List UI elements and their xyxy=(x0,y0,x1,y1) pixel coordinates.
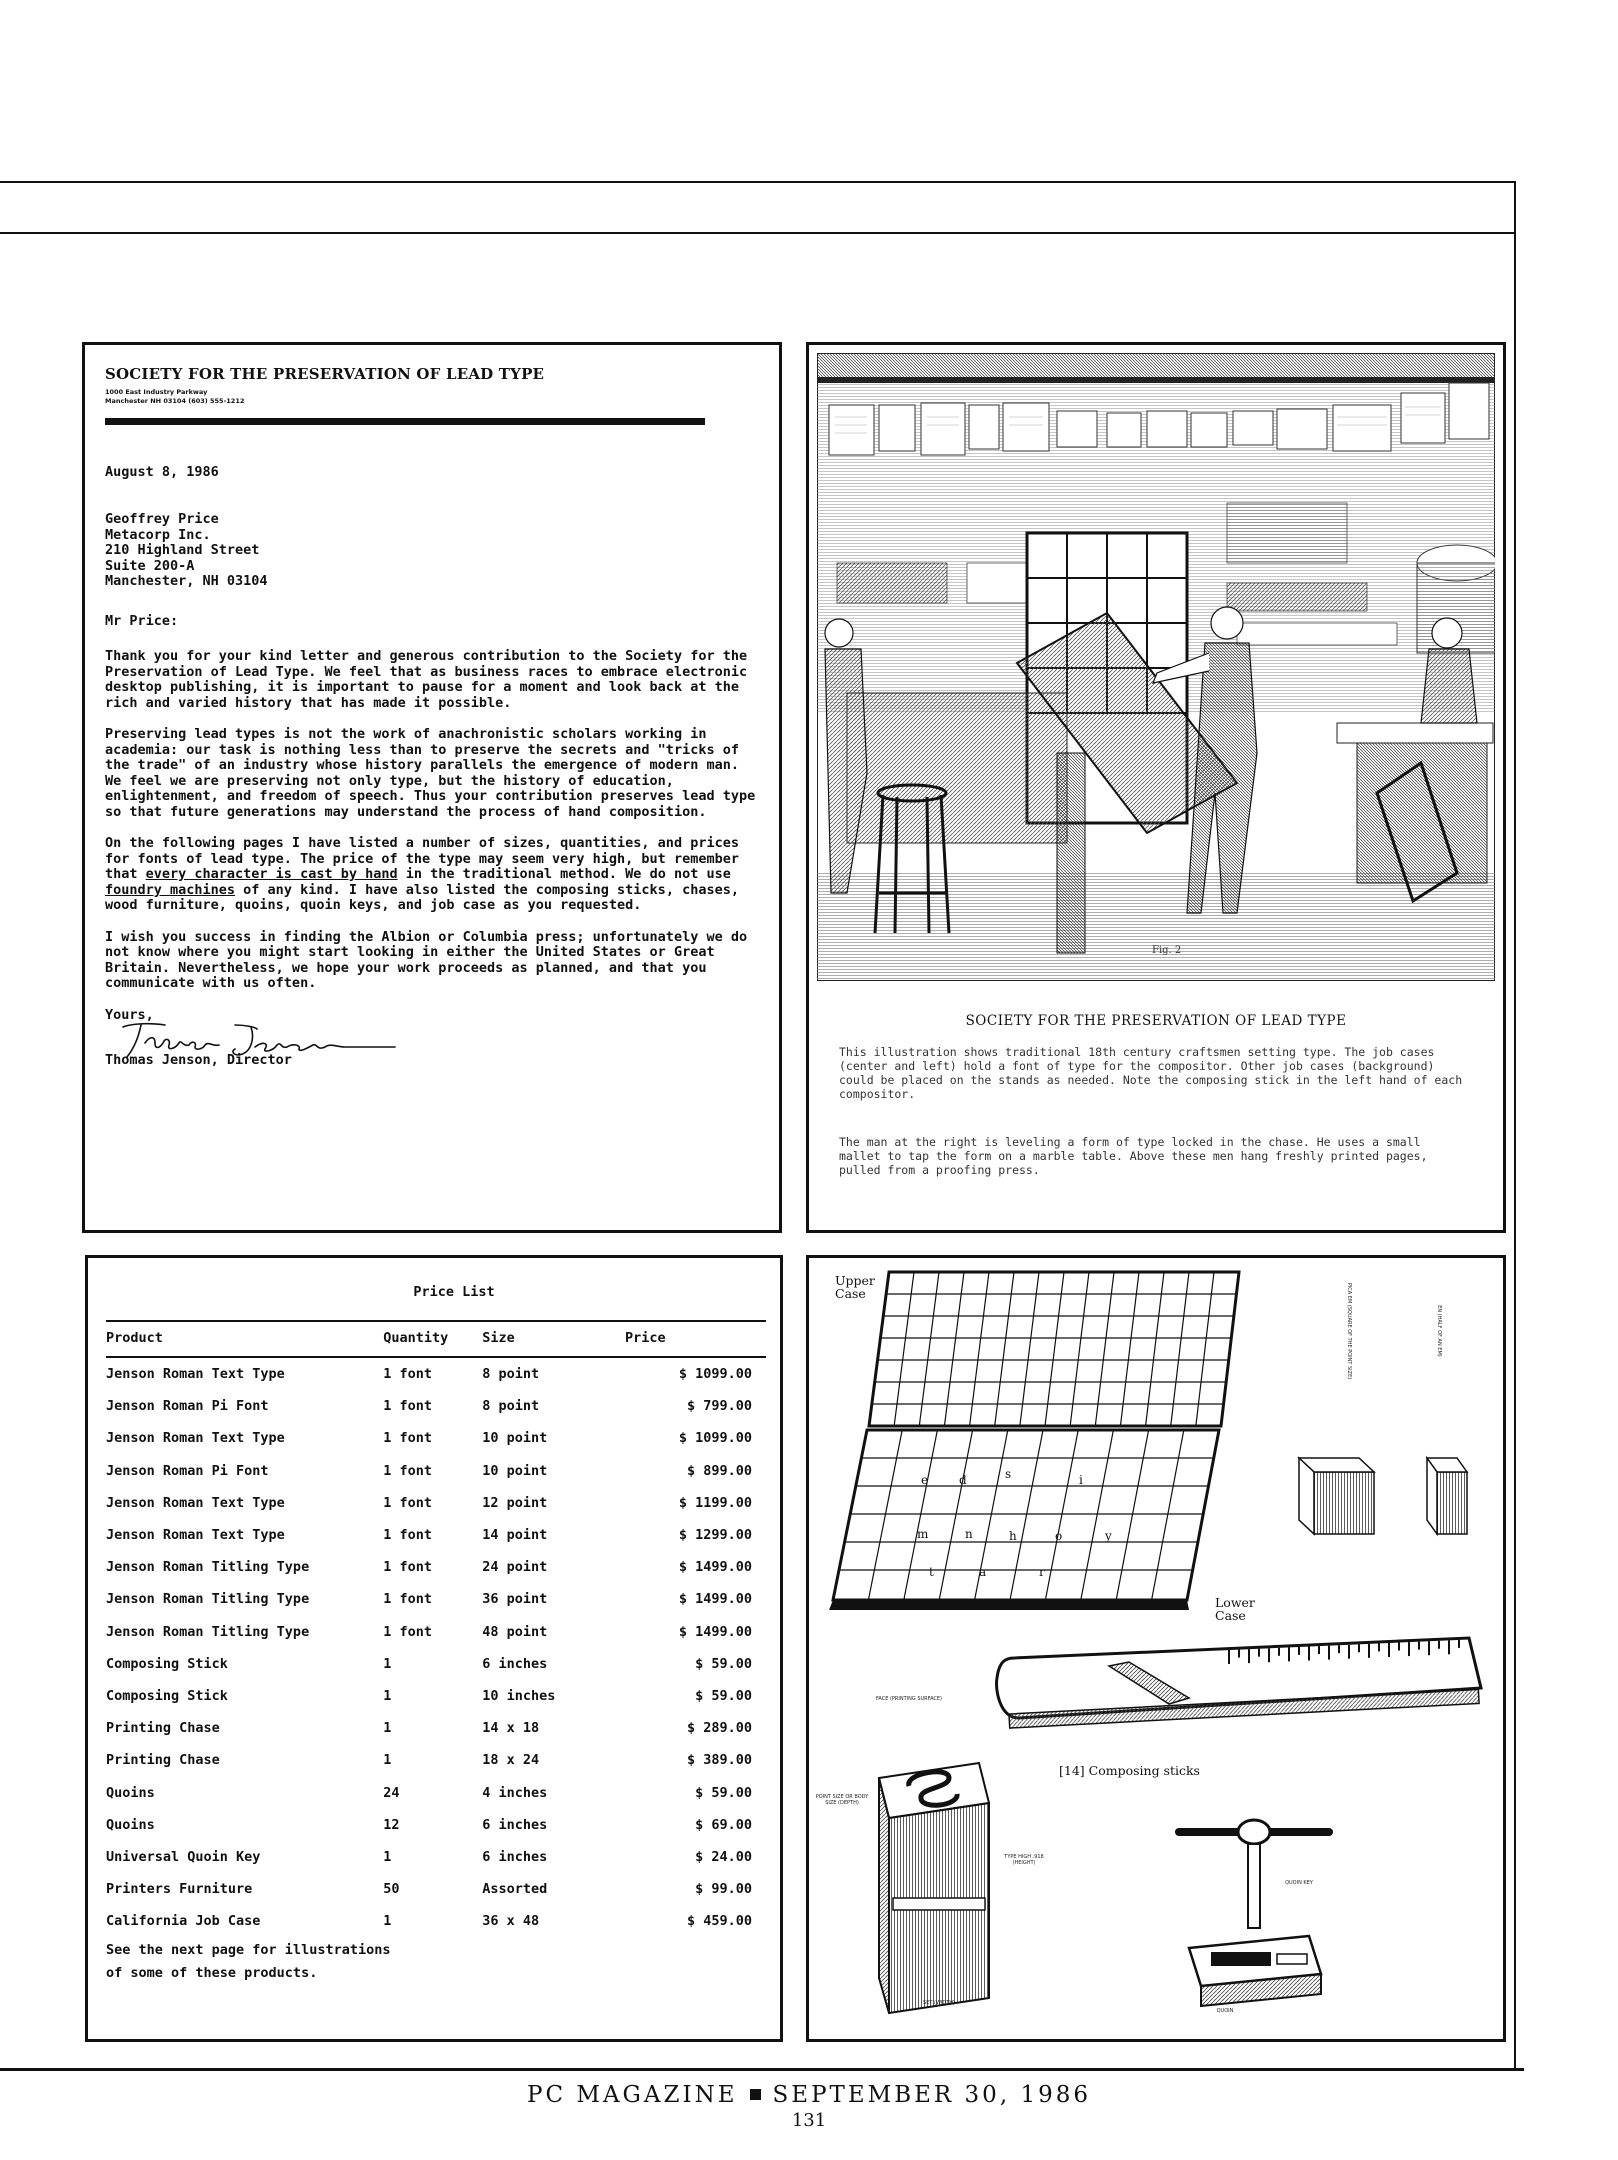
price-cell: $ 99.00 xyxy=(695,1881,752,1898)
price-cell: $ 59.00 xyxy=(695,1655,752,1672)
price-cell: $ 799.00 xyxy=(686,1398,752,1415)
quantity-cell: 1 xyxy=(383,1752,392,1769)
price-cell: $ 69.00 xyxy=(695,1816,752,1833)
quoin-key xyxy=(1179,1820,1329,1928)
quantity-cell: 1 xyxy=(383,1913,392,1930)
price-table xyxy=(106,1320,766,1937)
product-cell: Universal Quoin Key xyxy=(106,1848,261,1865)
em-label: PICA EM (SQUARE OF THE POINT SIZE) xyxy=(1346,1282,1352,1380)
size-cell: 8 point xyxy=(482,1366,540,1383)
em-quad xyxy=(1299,1458,1374,1534)
product-cell: Jenson Roman Pi Font xyxy=(106,1462,269,1479)
salutation: Mr Price: xyxy=(105,612,179,629)
table-row xyxy=(106,1905,766,1937)
letter-panel xyxy=(82,342,782,1233)
price-cell: $ 59.00 xyxy=(695,1687,752,1704)
quantity-cell: 1 font xyxy=(383,1366,432,1383)
illustration-caption-1: This illustration shows traditional 18th century craftsmen setting type. The job cases (center and left) hold a font of type for the compositor. Other job cases (background) could be placed on the stands as needed. Note the composing stick in the left hand of each compositor. xyxy=(839,1045,1463,1101)
price-table-header xyxy=(106,1321,766,1357)
quantity-cell: 1 xyxy=(383,1720,392,1737)
tools-illustration-panel xyxy=(806,1255,1506,2042)
case-key-letter: a xyxy=(979,1565,987,1579)
size-cell: 36 point xyxy=(482,1591,548,1608)
product-cell: Composing Stick xyxy=(106,1655,228,1672)
product-cell: Jenson Roman Titling Type xyxy=(106,1591,310,1608)
letterhead-bar xyxy=(105,418,705,425)
quantity-cell: 1 xyxy=(383,1848,392,1865)
job-case-upper xyxy=(869,1272,1239,1426)
quantity-cell: 1 xyxy=(383,1687,392,1704)
case-key-letter: m xyxy=(917,1527,929,1541)
price-list-note: See the next page for illustrations of some of these products. xyxy=(106,1942,391,1982)
product-cell: Printing Chase xyxy=(106,1720,220,1737)
set-label: SET (WIDTH) xyxy=(923,2000,955,2006)
case-key-letter: i xyxy=(1079,1473,1083,1487)
quantity-cell: 1 font xyxy=(383,1527,432,1544)
letter-date: August 8, 1986 xyxy=(105,463,219,480)
table-row xyxy=(106,1422,766,1454)
case-key-letter: t xyxy=(929,1565,934,1579)
case-key-letter: r xyxy=(1039,1565,1045,1579)
price-cell: $ 24.00 xyxy=(695,1848,752,1865)
table-row xyxy=(106,1390,766,1422)
quantity-cell: 1 font xyxy=(383,1591,432,1608)
size-cell: 8 point xyxy=(482,1398,540,1415)
quoin-label: QUOIN xyxy=(1216,2008,1234,2014)
size-cell: 10 point xyxy=(482,1430,548,1447)
letter-paragraph-2: Preserving lead types is not the work of anachronistic scholars working in academia: our task is nothing less than to preserve the secrets and "tricks of the trade" of an industry whose history parallels the emergence of modern man. We feel we are preserving not only type, but the history of education, enlightenment, and freedom of speech. Thus your contribution preserves lead type so that future generations may understand the process of hand composition. xyxy=(105,726,756,820)
case-key-letter: e xyxy=(921,1473,929,1487)
table-row xyxy=(106,1744,766,1776)
table-row xyxy=(106,1357,766,1390)
table-row xyxy=(106,1712,766,1744)
price-cell: $ 59.00 xyxy=(695,1784,752,1801)
table-row xyxy=(106,1551,766,1583)
recipient-address: Geoffrey Price Metacorp Inc. 210 Highland Street Suite 200-A Manchester, NH 03104 xyxy=(105,511,268,589)
price-cell: $ 1499.00 xyxy=(678,1623,752,1640)
letter-paragraph-1: Thank you for your kind letter and generous contribution to the Society for the Preservation of Lead Type. We feel that as business races to embrace electronic desktop publishing, it is important to pause for a moment and look back at the rich and varied history that has made it possible. xyxy=(105,648,748,711)
signature-name: Thomas Jenson, Director xyxy=(105,1052,292,1068)
size-cell: 10 inches xyxy=(482,1687,556,1704)
magazine-name: PC MAGAZINE xyxy=(527,2082,738,2108)
price-cell: $ 459.00 xyxy=(686,1913,752,1930)
price-cell: $ 1099.00 xyxy=(678,1430,752,1447)
size-cell: 4 inches xyxy=(482,1784,548,1801)
letterhead-address: 1000 East Industry Parkway Manchester NH 03104 (603) 555-1212 xyxy=(105,387,245,405)
case-key-letter: n xyxy=(965,1527,973,1541)
en-label: EN (HALF OF AN EM) xyxy=(1436,1305,1442,1357)
table-row xyxy=(106,1455,766,1487)
face-label: FACE (PRINTING SURFACE) xyxy=(875,1696,943,1702)
table-row xyxy=(106,1616,766,1648)
price-list-title: Price List xyxy=(413,1284,495,1300)
size-cell: 12 point xyxy=(482,1494,548,1511)
quantity-cell: 1 font xyxy=(383,1430,432,1447)
product-cell: California Job Case xyxy=(106,1913,261,1930)
header-price: Price xyxy=(601,1321,766,1357)
size-cell: 24 point xyxy=(482,1559,548,1576)
top-rule-lower xyxy=(0,232,1516,234)
illustration-caption-2: The man at the right is leveling a form of type locked in the chase. He uses a small mallet to tap the form on a marble table. Above these men hang freshly printed pages, pulled from a proofing press. xyxy=(839,1135,1428,1177)
closing: Yours, xyxy=(105,1006,154,1023)
en-quad xyxy=(1427,1458,1467,1534)
table-row xyxy=(106,1776,766,1808)
header-quantity: Quantity xyxy=(383,1321,482,1357)
price-list-panel xyxy=(85,1255,783,2042)
quantity-cell: 50 xyxy=(383,1881,400,1898)
price-table-body xyxy=(106,1357,766,1937)
illustration-panel xyxy=(806,342,1506,1233)
quantity-cell: 24 xyxy=(383,1784,400,1801)
header-product: Product xyxy=(106,1321,383,1357)
table-row xyxy=(106,1680,766,1712)
product-cell: Jenson Roman Text Type xyxy=(106,1366,285,1383)
size-cell: 14 point xyxy=(482,1527,548,1544)
composing-stick xyxy=(997,1638,1481,1728)
product-cell: Jenson Roman Titling Type xyxy=(106,1559,310,1576)
product-cell: Jenson Roman Text Type xyxy=(106,1494,285,1511)
table-row xyxy=(106,1648,766,1680)
case-key-letter: o xyxy=(1055,1529,1063,1543)
quantity-cell: 12 xyxy=(383,1816,400,1833)
lower-case-label: Lower Case xyxy=(1215,1595,1255,1623)
case-key-letter: d xyxy=(959,1473,967,1487)
table-row xyxy=(106,1583,766,1615)
case-key-letter: h xyxy=(1009,1529,1017,1543)
letterhead-title: SOCIETY FOR THE PRESERVATION OF LEAD TYPE xyxy=(105,365,545,383)
product-cell: Jenson Roman Titling Type xyxy=(106,1623,310,1640)
product-cell: Quoins xyxy=(106,1816,155,1833)
size-cell: 18 x 24 xyxy=(482,1752,540,1769)
letter-paragraph-4: I wish you success in finding the Albion or Columbia press; unfortunately we do not know where you might start looking in either the United States or Great Britain. Nevertheless, we hope your work proceeds as planned, and that you communicate with us often. xyxy=(105,928,748,991)
quantity-cell: 1 font xyxy=(383,1623,432,1640)
illustration-caption-title: SOCIETY FOR THE PRESERVATION OF LEAD TYPE xyxy=(965,1013,1347,1029)
quantity-cell: 1 font xyxy=(383,1398,432,1415)
point-size-label: POINT SIZE OR BODY SIZE (DEPTH) xyxy=(815,1794,869,1806)
letter-paragraph-3: On the following pages I have listed a number of sizes, quantities, and prices for fonts of lead type. The price of the type may seem very high, but remember that every character is cast by hand in the traditional method. We do not use foundry machines of any kind. I have also listed the composing sticks, chases, wood furniture, quoins, quoin keys, and job case as you requested. xyxy=(105,835,739,913)
price-cell: $ 389.00 xyxy=(686,1752,752,1769)
size-cell: Assorted xyxy=(482,1881,548,1898)
table-row xyxy=(106,1809,766,1841)
size-cell: 36 x 48 xyxy=(482,1913,540,1930)
product-cell: Composing Stick xyxy=(106,1687,228,1704)
quantity-cell: 1 xyxy=(383,1655,392,1672)
price-cell: $ 289.00 xyxy=(686,1720,752,1737)
case-key-letter: s xyxy=(1005,1467,1012,1481)
price-cell: $ 1299.00 xyxy=(678,1527,752,1544)
price-cell: $ 1499.00 xyxy=(678,1591,752,1608)
plate-mark: Fig. 2 xyxy=(1152,945,1182,956)
footer-bullet xyxy=(750,2089,761,2100)
size-cell: 6 inches xyxy=(482,1655,548,1672)
product-cell: Quoins xyxy=(106,1784,155,1801)
issue-date: SEPTEMBER 30, 1986 xyxy=(772,2082,1091,2108)
size-cell: 6 inches xyxy=(482,1816,548,1833)
quoin-key-label: QUOIN KEY xyxy=(1285,1880,1313,1886)
table-row xyxy=(106,1873,766,1905)
size-cell: 10 point xyxy=(482,1462,548,1479)
type-piece xyxy=(879,1763,989,2013)
quantity-cell: 1 font xyxy=(383,1494,432,1511)
quoin xyxy=(1189,1936,1321,2006)
job-case-lower xyxy=(829,1430,1219,1610)
header-size: Size xyxy=(482,1321,601,1357)
right-rule xyxy=(1514,181,1516,2071)
size-cell: 48 point xyxy=(482,1623,548,1640)
bottom-rule xyxy=(0,2068,1524,2071)
price-cell: $ 1099.00 xyxy=(678,1366,752,1383)
quantity-cell: 1 font xyxy=(383,1462,432,1479)
tools-drawing xyxy=(809,1258,1503,2039)
product-cell: Jenson Roman Text Type xyxy=(106,1430,285,1447)
page-footer xyxy=(0,2082,1618,2108)
price-cell: $ 1499.00 xyxy=(678,1559,752,1576)
case-key-letter: y xyxy=(1105,1529,1112,1543)
table-row xyxy=(106,1487,766,1519)
top-rule xyxy=(0,181,1516,183)
price-cell: $ 899.00 xyxy=(686,1462,752,1479)
upper-case-label: Upper Case xyxy=(835,1273,875,1301)
product-cell: Jenson Roman Text Type xyxy=(106,1527,285,1544)
composing-sticks-label: [14] Composing sticks xyxy=(1059,1763,1200,1778)
product-cell: Printers Furniture xyxy=(106,1881,253,1898)
table-row xyxy=(106,1841,766,1873)
type-high-label: TYPE HIGH .918 (HEIGHT) xyxy=(1004,1854,1044,1866)
print-shop-engraving xyxy=(817,353,1495,981)
table-row xyxy=(106,1519,766,1551)
product-cell: Printing Chase xyxy=(106,1752,220,1769)
size-cell: 14 x 18 xyxy=(482,1720,540,1737)
price-cell: $ 1199.00 xyxy=(678,1494,752,1511)
size-cell: 6 inches xyxy=(482,1848,548,1865)
page-number: 131 xyxy=(791,2110,827,2131)
product-cell: Jenson Roman Pi Font xyxy=(106,1398,269,1415)
quantity-cell: 1 font xyxy=(383,1559,432,1576)
